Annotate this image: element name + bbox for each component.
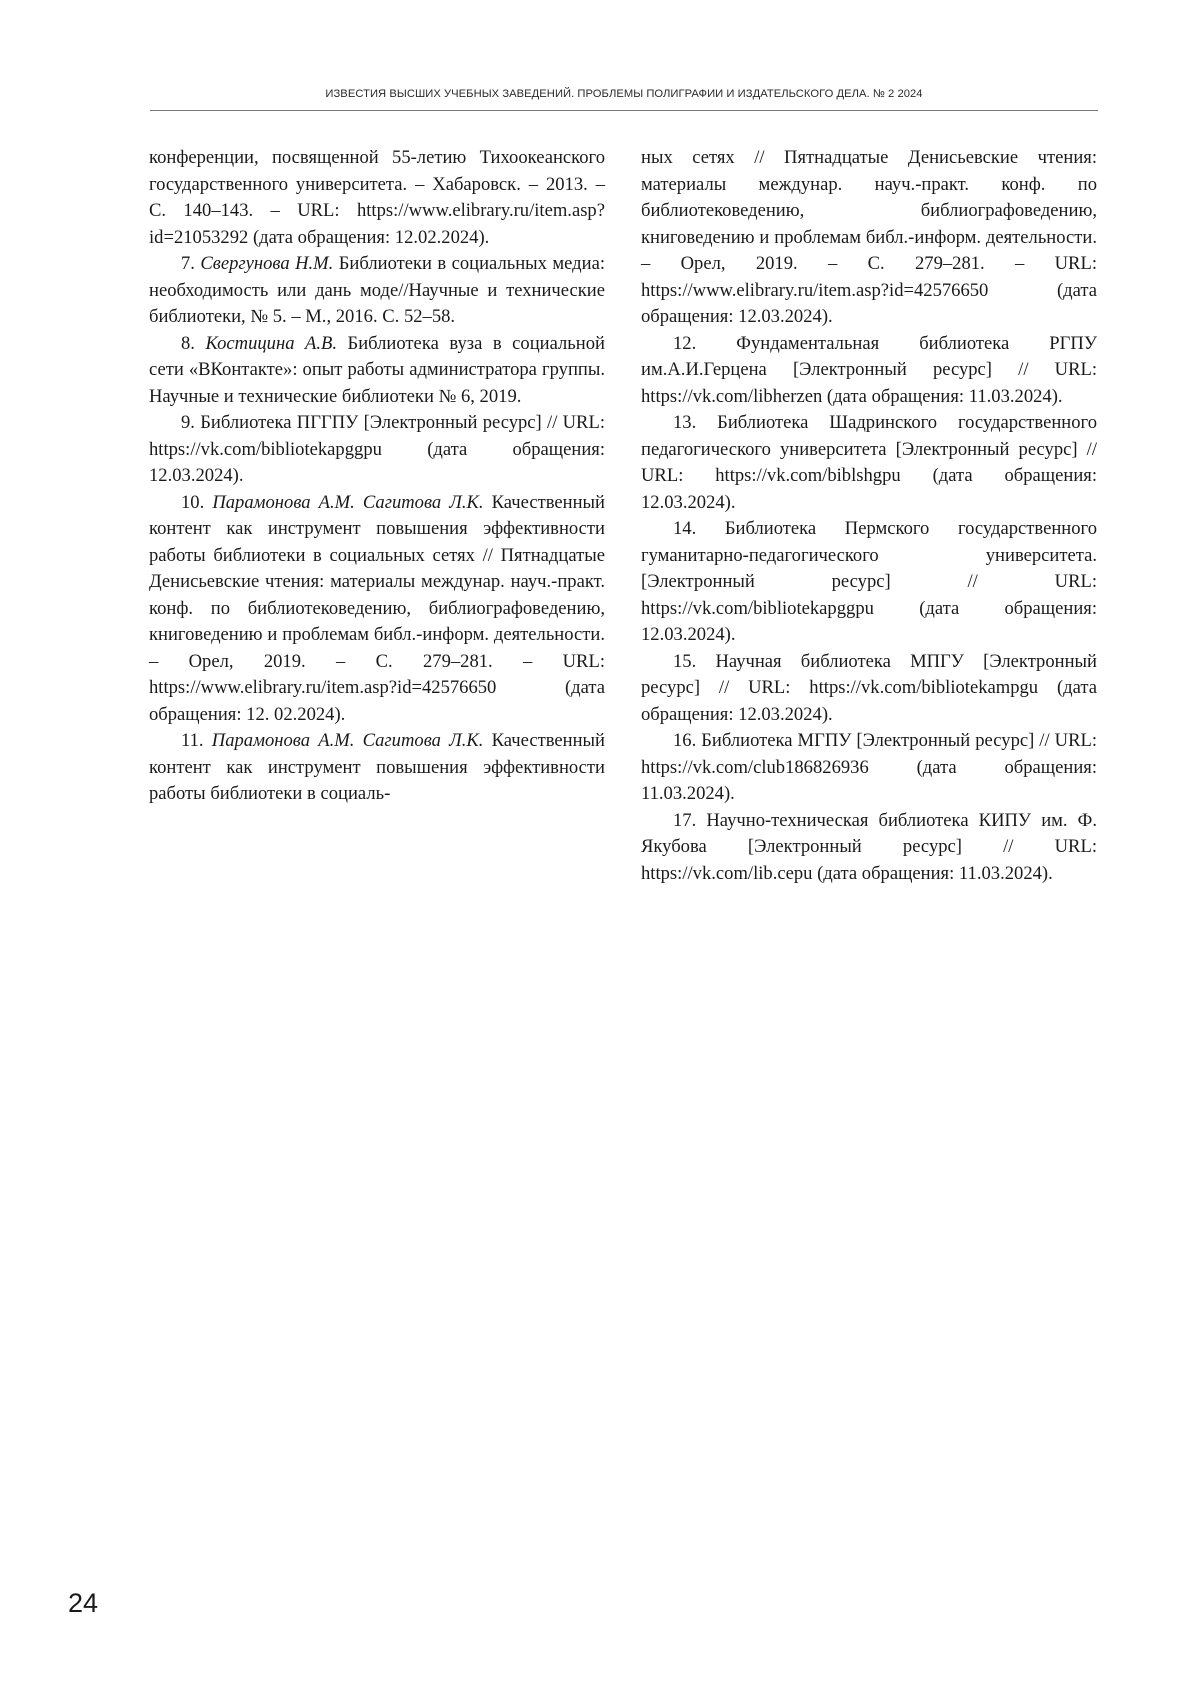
- reference-number: 8.: [181, 332, 195, 354]
- reference-text: Библиотека МГПУ [Электронный ресурс] // URL: https://vk.com/club186826936 (дата обращения: 11.03.2024).: [641, 730, 1097, 804]
- reference-item: [149, 410, 605, 490]
- reference-number: 10.: [181, 491, 205, 513]
- reference-text: Библиотека Шадринского государственного педагогического университета [Электронный ресурс] // URL: https://vk.com/biblshgpu (дата обращения: 12.03.2024).: [641, 412, 1097, 513]
- reference-number: 16.: [673, 730, 697, 751]
- reference-number: 14.: [673, 518, 697, 539]
- reference-text: Библиотеки в социальных медиа: необходимость или дань моде//Научные и технические библиотеки, № 5. – М., 2016. С. 52–58.: [149, 253, 605, 327]
- reference-text: ных сетях // Пятнадцатые Денисьевские чтения: материалы междунар. науч.-практ. конф. по библиотековедению, библиографоведению, книговедению и проблемам библ.-информ. деятельности. – Орел, 2019. – С. 279–281. – URL: https://www.elibrary.ru/item.asp?id=42576650 (дата обращения: 12.03.2024).: [641, 147, 1097, 327]
- reference-item: [641, 808, 1097, 888]
- reference-number: 12.: [673, 332, 697, 354]
- reference-number: 17.: [673, 809, 697, 831]
- reference-continuation: [149, 145, 605, 251]
- reference-text: Качественный контент как инструмент повышения эффективности работы библиотеки в социаль-: [149, 730, 605, 804]
- reference-number: 9.: [181, 412, 195, 433]
- reference-item: [641, 410, 1097, 516]
- reference-text: конференции, посвященной 55-летию Тихоокеанского государственного университета. – Хабаровск. – 2013. – С. 140–143. – URL: https://www.elibrary.ru/item.asp?id=21053292 (дата обращения: 12.02.2024).: [149, 147, 605, 248]
- reference-text: Библиотека вуза в социальной сети «ВКонтакте»: опыт работы администратора группы. Научные и технические библиотеки № 6, 2019.: [149, 332, 605, 407]
- reference-author: Парамонова А.М. Сагитова Л.К.: [211, 730, 484, 751]
- reference-text: Научная библиотека МПГУ [Электронный ресурс] // URL: https://vk.com/bibliotekampgu (дата обращения: 12.03.2024).: [641, 650, 1097, 725]
- reference-text: Библиотека Пермского государственного гуманитарно-педагогического университета. [Электронный ресурс] // URL: https://vk.com/bibliotekapggpu (дата обращения: 12.03.2024).: [641, 518, 1097, 645]
- reference-item: [641, 649, 1097, 729]
- header-rule: [150, 110, 1098, 111]
- reference-item: [149, 251, 605, 331]
- reference-number: 13.: [673, 412, 697, 433]
- reference-item: [149, 331, 605, 411]
- reference-item: [641, 516, 1097, 649]
- reference-column-left: [149, 145, 605, 808]
- reference-number: 11.: [181, 730, 204, 751]
- reference-text: Качественный контент как инструмент повышения эффективности работы библиотеки в социальных сетях // Пятнадцатые Денисьевские чтения: материалы междунар. науч.-практ. конф. по библиотековедению, библиографоведению, книговедению и проблемам библ.-информ. деятельности. – Орел, 2019. – С. 279–281. – URL: https://www.elibrary.ru/item.asp?id=42576650 (дата обращения: 12. 02.2024).: [149, 491, 605, 725]
- reference-continuation: [641, 145, 1097, 331]
- reference-item: [641, 728, 1097, 808]
- reference-text: Библиотека ПГГПУ [Электронный ресурс] // URL: https://vk.com/bibliotekapggpu (дата обращения: 12.03.2024).: [149, 412, 605, 486]
- reference-author: Костицина А.В.: [205, 332, 338, 354]
- reference-number: 7.: [181, 253, 195, 274]
- running-title: ИЗВЕСТИЯ ВЫСШИХ УЧЕБНЫХ ЗАВЕДЕНИЙ. ПРОБЛЕМЫ ПОЛИГРАФИИ И ИЗДАТЕЛЬСКОГО ДЕЛА. № 2 2024: [325, 88, 923, 100]
- reference-item: [641, 331, 1097, 411]
- reference-author: Свергунова Н.М.: [200, 253, 334, 274]
- reference-text: Фундаментальная библиотека РГПУ им.А.И.Герцена [Электронный ресурс] // URL: https://vk.com/libherzen (дата обращения: 11.03.2024).: [641, 332, 1097, 407]
- reference-item: [149, 728, 605, 808]
- reference-number: 15.: [673, 650, 697, 672]
- reference-author: Парамонова А.М. Сагитова Л.К.: [212, 491, 484, 513]
- reference-item: [149, 490, 605, 729]
- reference-text: Научно-техническая библиотека КИПУ им. Ф. Якубова [Электронный ресурс] // URL: https://vk.com/lib.cepu (дата обращения: 11.03.2024).: [641, 809, 1097, 884]
- reference-column-right: [641, 145, 1097, 887]
- page-number: 24: [68, 1588, 99, 1618]
